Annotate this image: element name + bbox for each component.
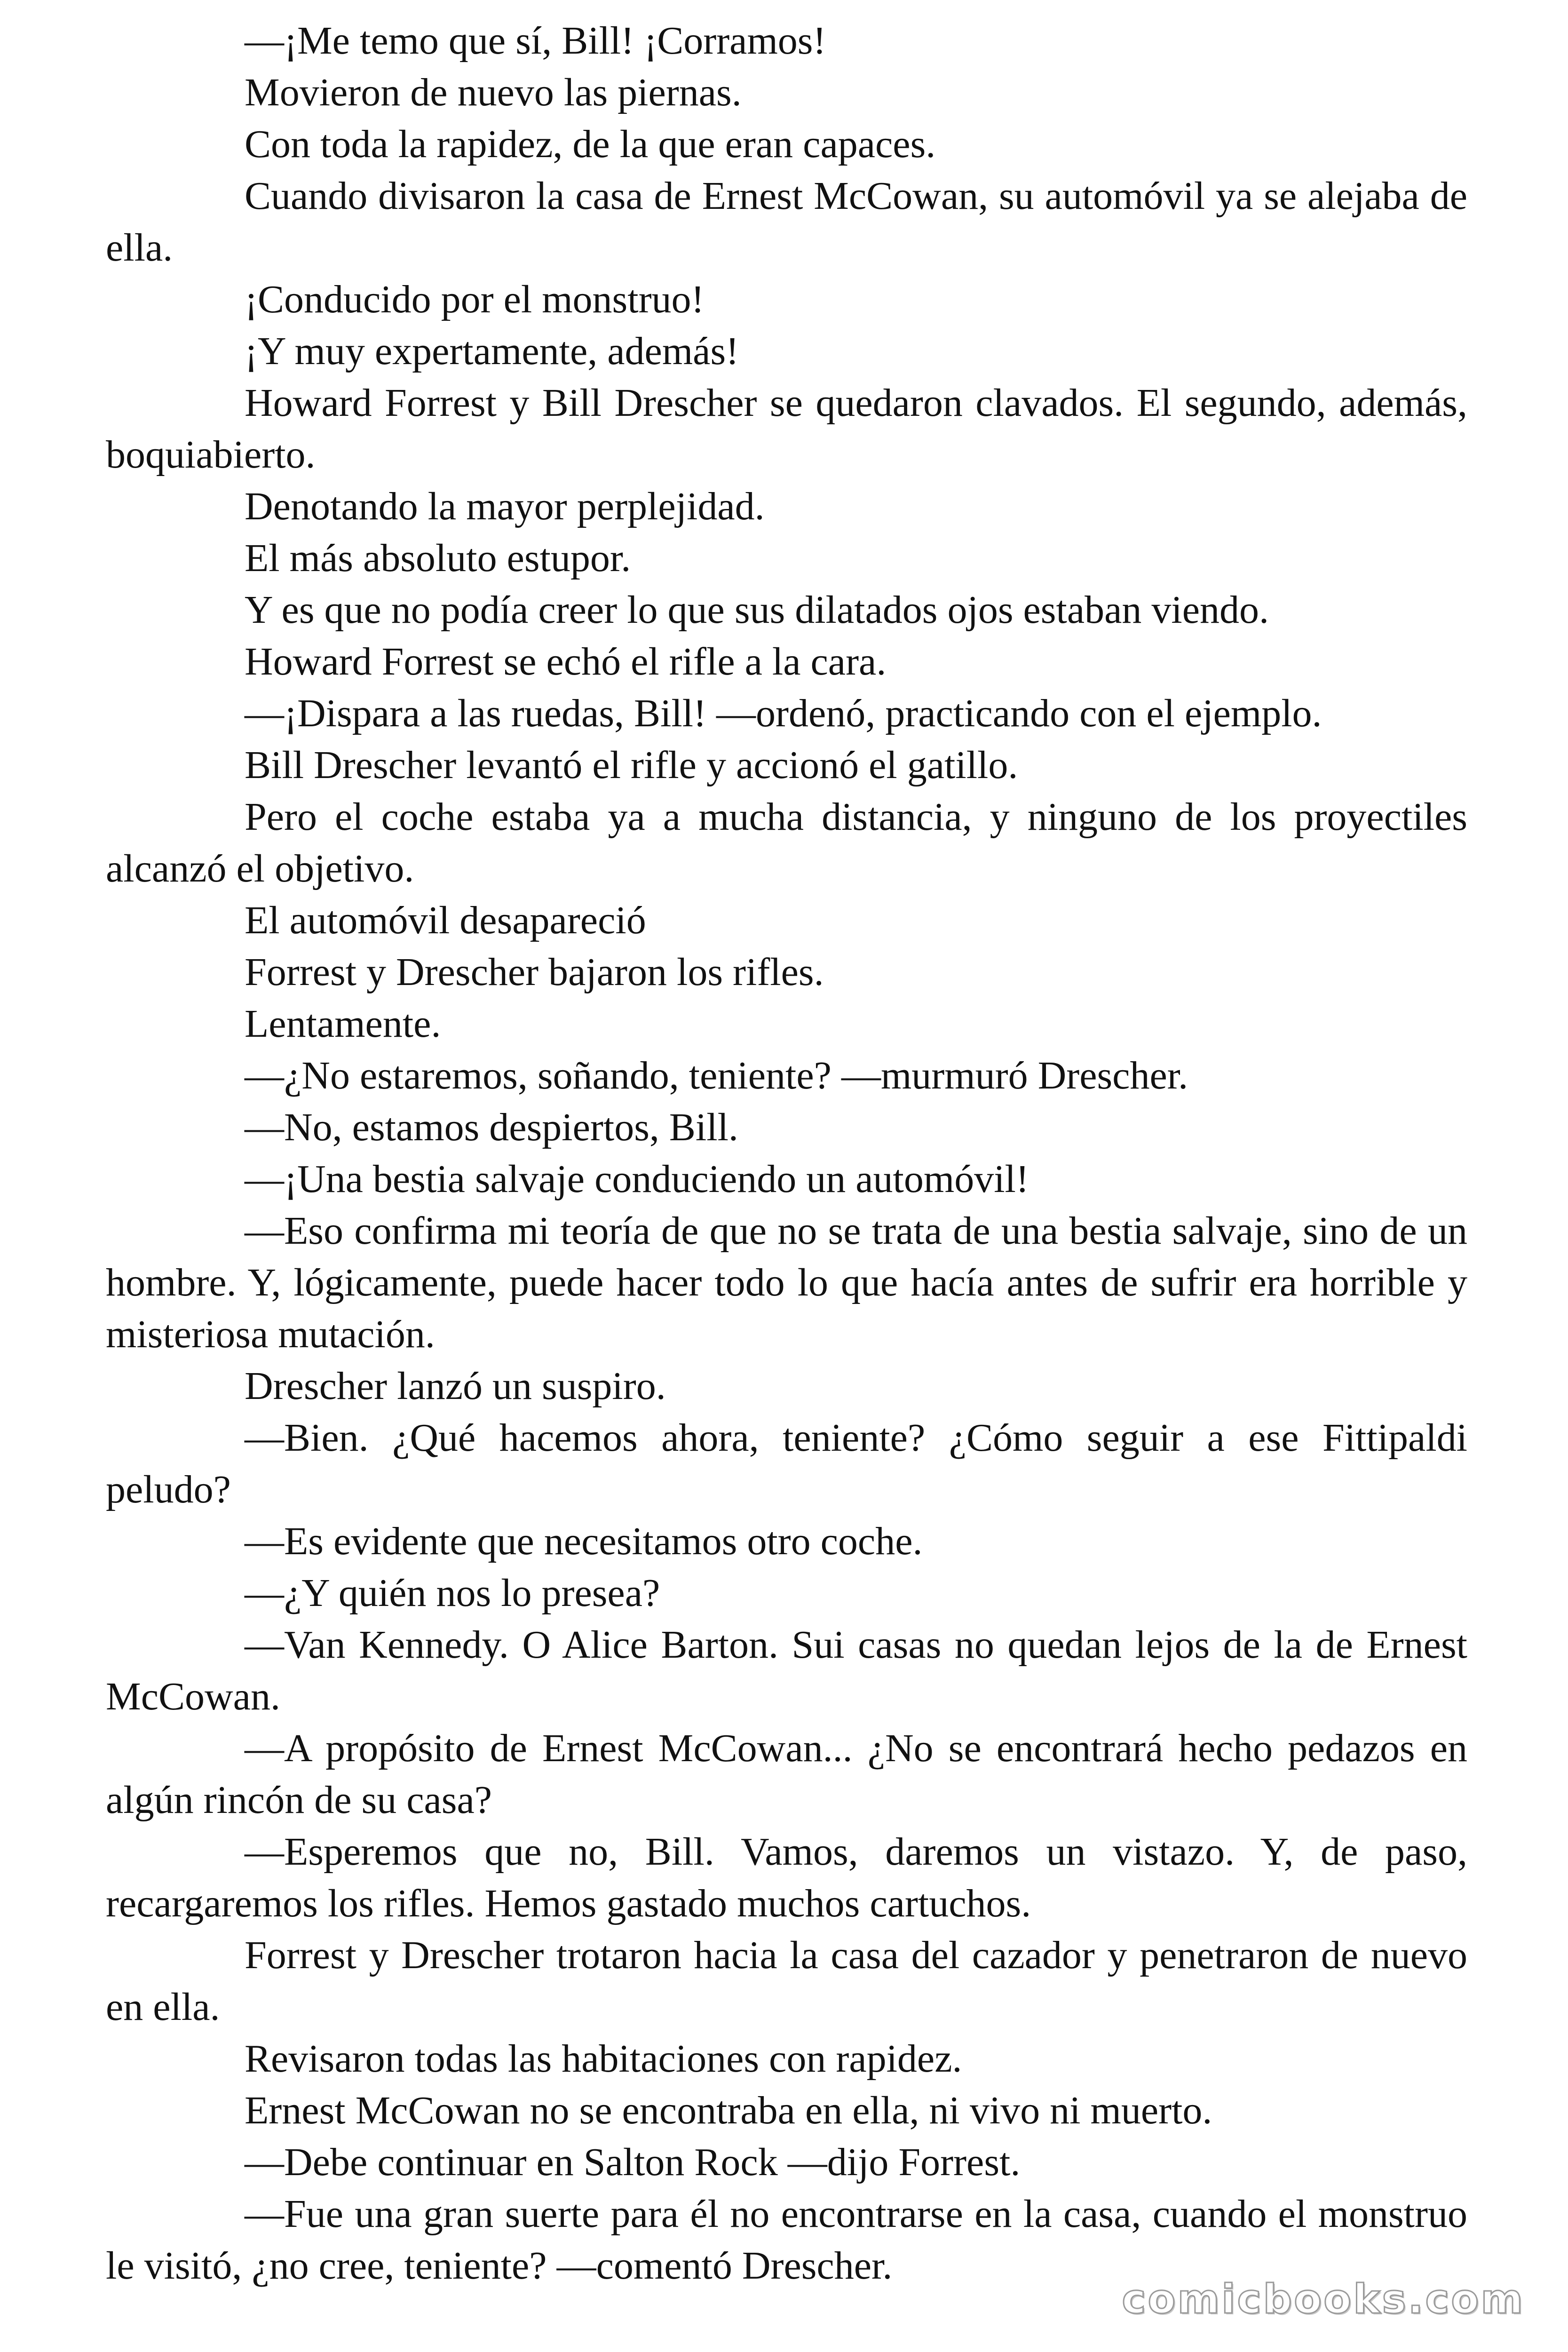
paragraph: —Eso confirma mi teoría de que no se trata de una bestia salvaje, sino de un hombre. Y, lógicamente, puede hacer todo lo que hacía antes de sufrir era horrible y misteriosa mutación. — [106, 1209, 1467, 1356]
paragraph: —¿No estaremos, soñando, teniente? —murmuró Drescher. — [245, 1054, 1188, 1097]
paragraph: —A propósito de Ernest McCowan... ¿No se encontrará hecho pedazos en algún rincón de su casa? — [106, 1726, 1467, 1822]
paragraph: —¡Una bestia salvaje conduciendo un automóvil! — [245, 1157, 1029, 1201]
paragraph: Howard Forrest y Bill Drescher se quedaron clavados. El segundo, además, boquiabierto. — [106, 381, 1467, 477]
paragraph: Con toda la rapidez, de la que eran capaces. — [245, 122, 936, 166]
paragraph: Y es que no podía creer lo que sus dilatados ojos estaban viendo. — [245, 588, 1269, 632]
paragraph: —Es evidente que necesitamos otro coche. — [245, 1519, 923, 1563]
paragraph: —Bien. ¿Qué hacemos ahora, teniente? ¿Cómo seguir a ese Fittipaldi peludo? — [106, 1416, 1467, 1511]
paragraph: Drescher lanzó un suspiro. — [245, 1364, 666, 1408]
paragraph: Howard Forrest se echó el rifle a la cara. — [245, 640, 887, 683]
paragraph: Cuando divisaron la casa de Ernest McCowan, su automóvil ya se alejaba de ella. — [106, 174, 1467, 270]
paragraph: Pero el coche estaba ya a mucha distancia, y ninguno de los proyectiles alcanzó el objetivo. — [106, 795, 1467, 890]
paragraph: Bill Drescher levantó el rifle y accionó el gatillo. — [245, 743, 1018, 787]
paragraph: El automóvil desapareció — [245, 898, 646, 942]
paragraph: —No, estamos despiertos, Bill. — [245, 1105, 738, 1149]
paragraph: Denotando la mayor perplejidad. — [245, 485, 765, 528]
paragraph: ¡Y muy expertamente, además! — [245, 329, 739, 373]
paragraph: —Debe continuar en Salton Rock —dijo Forrest. — [245, 2140, 1021, 2184]
paragraph: Lentamente. — [245, 1002, 441, 1046]
page-body — [106, 15, 1467, 2292]
paragraph: El más absoluto estupor. — [245, 536, 631, 580]
paragraph: ¡Conducido por el monstruo! — [245, 278, 705, 321]
paragraph: Forrest y Drescher trotaron hacia la casa del cazador y penetraron de nuevo en ella. — [106, 1933, 1467, 2029]
watermark: comicbooks.com — [1122, 2276, 1525, 2323]
paragraph: Ernest McCowan no se encontraba en ella, ni vivo ni muerto. — [245, 2089, 1212, 2132]
paragraph: —Van Kennedy. O Alice Barton. Sui casas no quedan lejos de la de Ernest McCowan. — [106, 1623, 1467, 1718]
paragraph: Forrest y Drescher bajaron los rifles. — [245, 950, 824, 994]
paragraph: —Esperemos que no, Bill. Vamos, daremos un vistazo. Y, de paso, recargaremos los rifles. Hemos gastado muchos cartuchos. — [106, 1830, 1467, 1925]
paragraph: —¡Dispara a las ruedas, Bill! —ordenó, practicando con el ejemplo. — [245, 691, 1322, 735]
paragraph: —¡Me temo que sí, Bill! ¡Corramos! — [245, 19, 826, 63]
paragraph: —¿Y quién nos lo presea? — [245, 1571, 660, 1615]
paragraph: Revisaron todas las habitaciones con rapidez. — [245, 2037, 962, 2081]
paragraph: —Fue una gran suerte para él no encontrarse en la casa, cuando el monstruo le visitó, ¿no cree, teniente? —comentó Drescher. — [106, 2192, 1467, 2288]
paragraph: Movieron de nuevo las piernas. — [245, 71, 742, 114]
